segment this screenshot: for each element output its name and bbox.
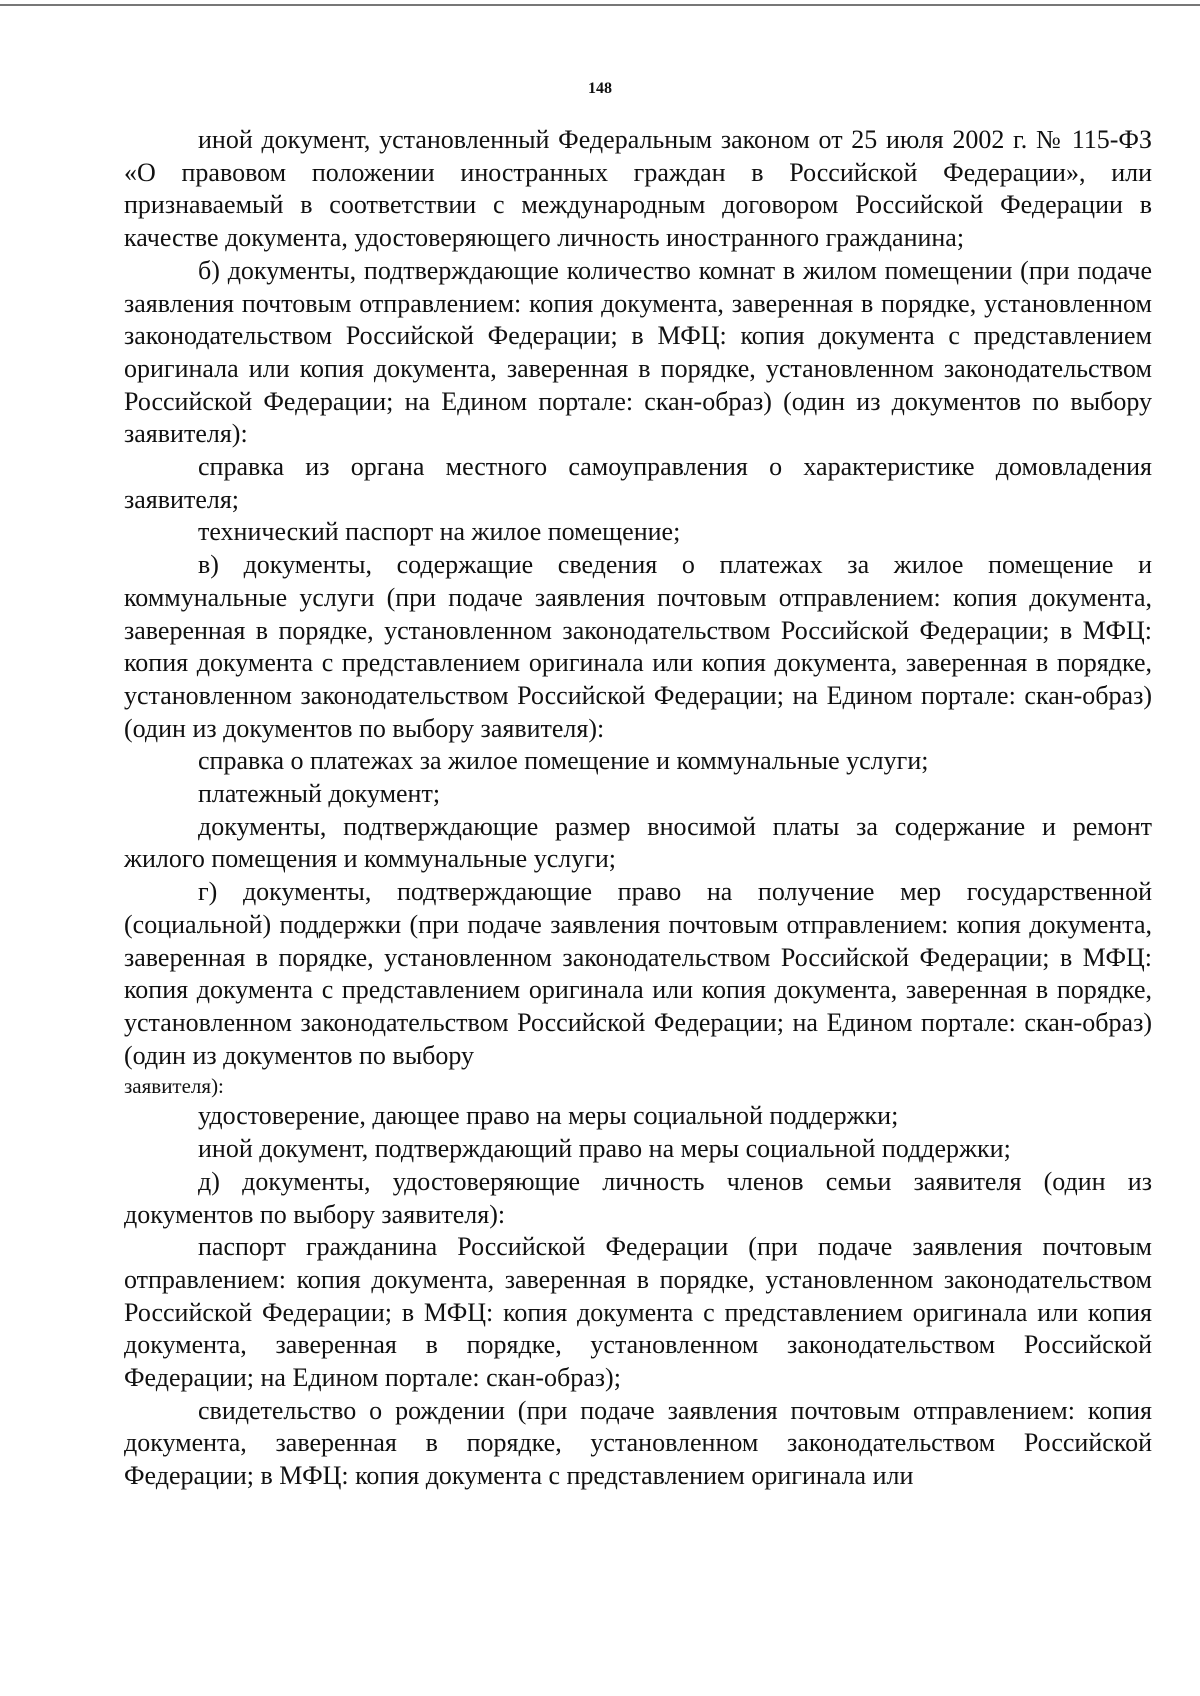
paragraph-fee-documents: документы, подтверждающие размер вносимой платы за содержание и ремонт жилого помещения и коммунальные услуги;: [124, 811, 1152, 874]
paragraph-foreign-id-document: иной документ, установленный Федеральным законом от 25 июля 2002 г. № 115-ФЗ «О правовом положении иностранных граждан в Российской Федерации», или признаваемый в соответствии с международным договором Российской Федерации в качестве документа, удостоверяющего личность иностранного гражданина;: [124, 125, 1152, 253]
paragraph-birth-certificate: свидетельство о рождении (при подаче заявления почтовым отправлением: копия документа, заверенная в порядке, установленном законодательством Российской Федерации; в МФЦ: копия документа с представлением оригинала или: [124, 1395, 1152, 1491]
paragraph-support-certificate: удостоверение, дающее право на меры социальной поддержки;: [198, 1101, 899, 1131]
paragraph-payment-document: платежный документ;: [198, 779, 441, 809]
paragraph-local-government-certificate: справка из органа местного самоуправления о характеристике домовладения заявителя;: [124, 452, 1152, 514]
top-border-line: [0, 4, 1200, 6]
document-body: [124, 124, 1152, 1493]
paragraph-item-b-rooms: б) документы, подтверждающие количество комнат в жилом помещении (при подаче заявления почтовым отправлением: копия документа, заверенная в порядке, установленном законодательством Российской Федерации; в МФЦ: копия документа с представлением оригинала или копия документа, заверенная в порядке, установленном законодательством Российской Федерации; на Едином портале: скан-образ) (один из документов по выбору заявителя):: [124, 255, 1152, 449]
paragraph-item-g-tail: заявителя):: [124, 1074, 224, 1099]
paragraph-technical-passport: технический паспорт на жилое помещение;: [198, 517, 681, 547]
paragraph-payment-certificate: справка о платежах за жилое помещение и коммунальные услуги;: [198, 746, 929, 776]
paragraph-item-g-support: г) документы, подтверждающие право на получение мер государственной (социальной) поддержки (при подаче заявления почтовым отправлением: копия документа, заверенная в порядке, установленном законодательством Российской Федерации; в МФЦ: копия документа с представлением оригинала или копия документа, заверенная в порядке, установленном законодательством Российской Федерации; на Едином портале: скан-образ) (один из документов по выбору: [124, 877, 1152, 1070]
paragraph-item-v-payments: в) документы, содержащие сведения о платежах за жилое помещение и коммунальные услуги (при подаче заявления почтовым отправлением: копия документа, заверенная в порядке, установленном законодательством Российской Федерации; в МФЦ: копия документа с представлением оригинала или копия документа, заверенная в порядке, установленном законодательством Российской Федерации; на Едином портале: скан-образ) (один из документов по выбору заявителя):: [124, 550, 1152, 743]
page-number: 148: [588, 80, 612, 97]
paragraph-russian-passport: паспорт гражданина Российской Федерации (при подаче заявления почтовым отправлением: копия документа, заверенная в порядке, установленном законодательством Российской Федерации; в МФЦ: копия документа с представлением оригинала или копия документа, заверенная в порядке, установленном законодательством Российской Федерации; на Едином портале: скан-образ);: [124, 1232, 1152, 1393]
paragraph-other-support-document: иной документ, подтверждающий право на меры социальной поддержки;: [198, 1134, 1011, 1164]
paragraph-item-d-family-id: д) документы, удостоверяющие личность членов семьи заявителя (один из документов по выбору заявителя):: [124, 1166, 1152, 1229]
